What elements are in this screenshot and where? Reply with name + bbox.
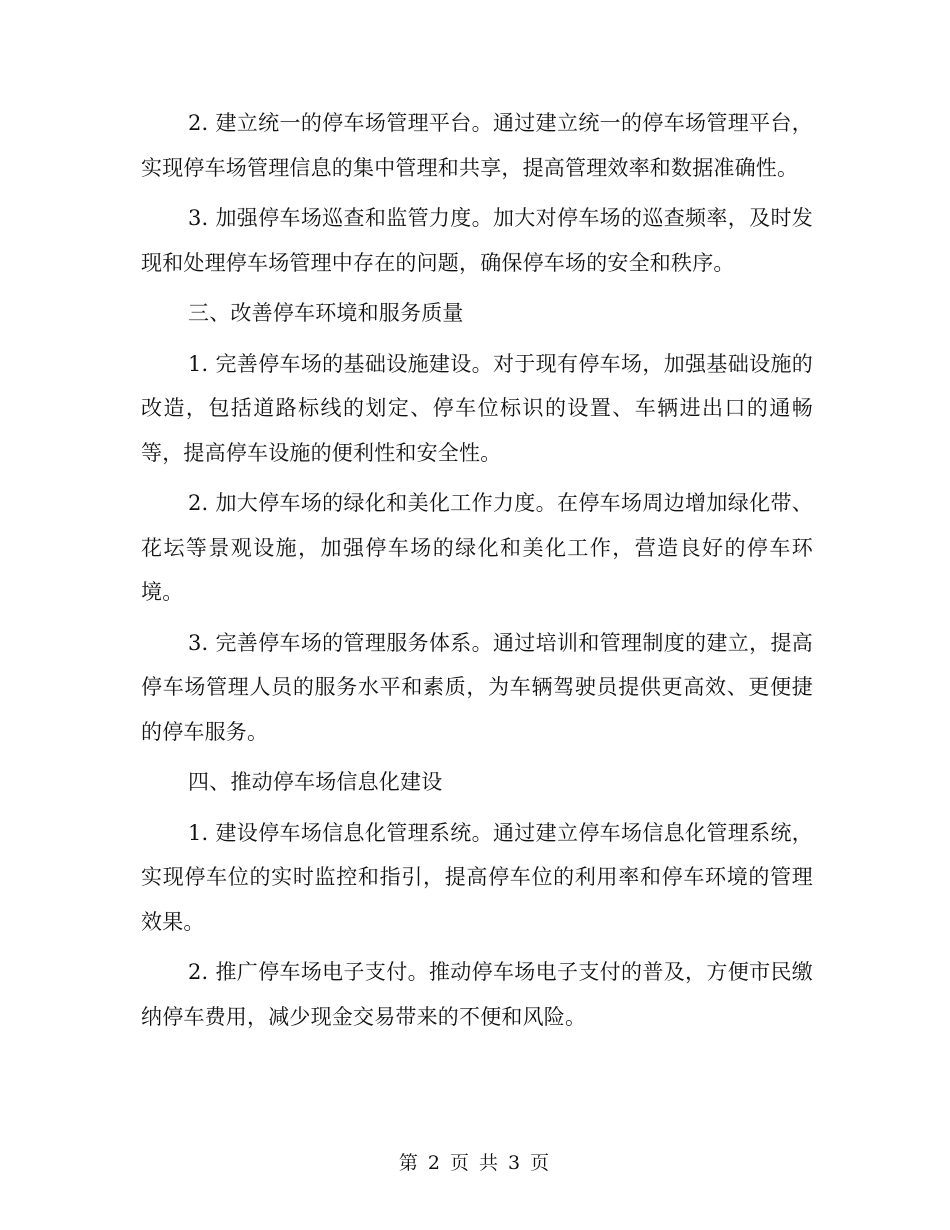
paragraph-2-electronic-payment: 2. 推广停车场电子支付。推动停车场电子支付的普及，方便市民缴纳停车费用，减少现金交易带来的不便和风险。 <box>141 960 813 1029</box>
paragraph-3-service-system: 3. 完善停车场的管理服务体系。通过培训和管理制度的建立，提高停车场管理人员的服务水平和素质，为车辆驾驶员提供更高效、更便捷的停车服务。 <box>141 630 813 744</box>
paragraph-1-infrastructure: 1. 完善停车场的基础设施建设。对于现有停车场，加强基础设施的改造，包括道路标线的划定、停车位标识的设置、车辆进出口的通畅等，提高停车设施的便利性和安全性。 <box>141 351 813 465</box>
document-body <box>141 101 813 1045</box>
page-number-footer: 第 2 页 共 3 页 <box>398 1152 552 1174</box>
paragraph-3-inspection-supervision: 3. 加强停车场巡查和监管力度。加大对停车场的巡查频率，及时发现和处理停车场管理中存在的问题，确保停车场的安全和秩序。 <box>141 206 813 275</box>
section-heading-3: 三、改善停车环境和服务质量 <box>188 301 464 325</box>
paragraph-2-unified-platform: 2. 建立统一的停车场管理平台。通过建立统一的停车场管理平台，实现停车场管理信息的集中管理和共享，提高管理效率和数据准确性。 <box>141 111 813 180</box>
section-heading-4: 四、推动停车场信息化建设 <box>188 770 443 794</box>
paragraph-2-greening: 2. 加大停车场的绿化和美化工作力度。在停车场周边增加绿化带、花坛等景观设施，加强停车场的绿化和美化工作，营造良好的停车环境。 <box>141 491 813 604</box>
paragraph-1-information-system: 1. 建设停车场信息化管理系统。通过建立停车场信息化管理系统，实现停车位的实时监控和指引，提高停车位的利用率和停车环境的管理效果。 <box>141 820 813 934</box>
